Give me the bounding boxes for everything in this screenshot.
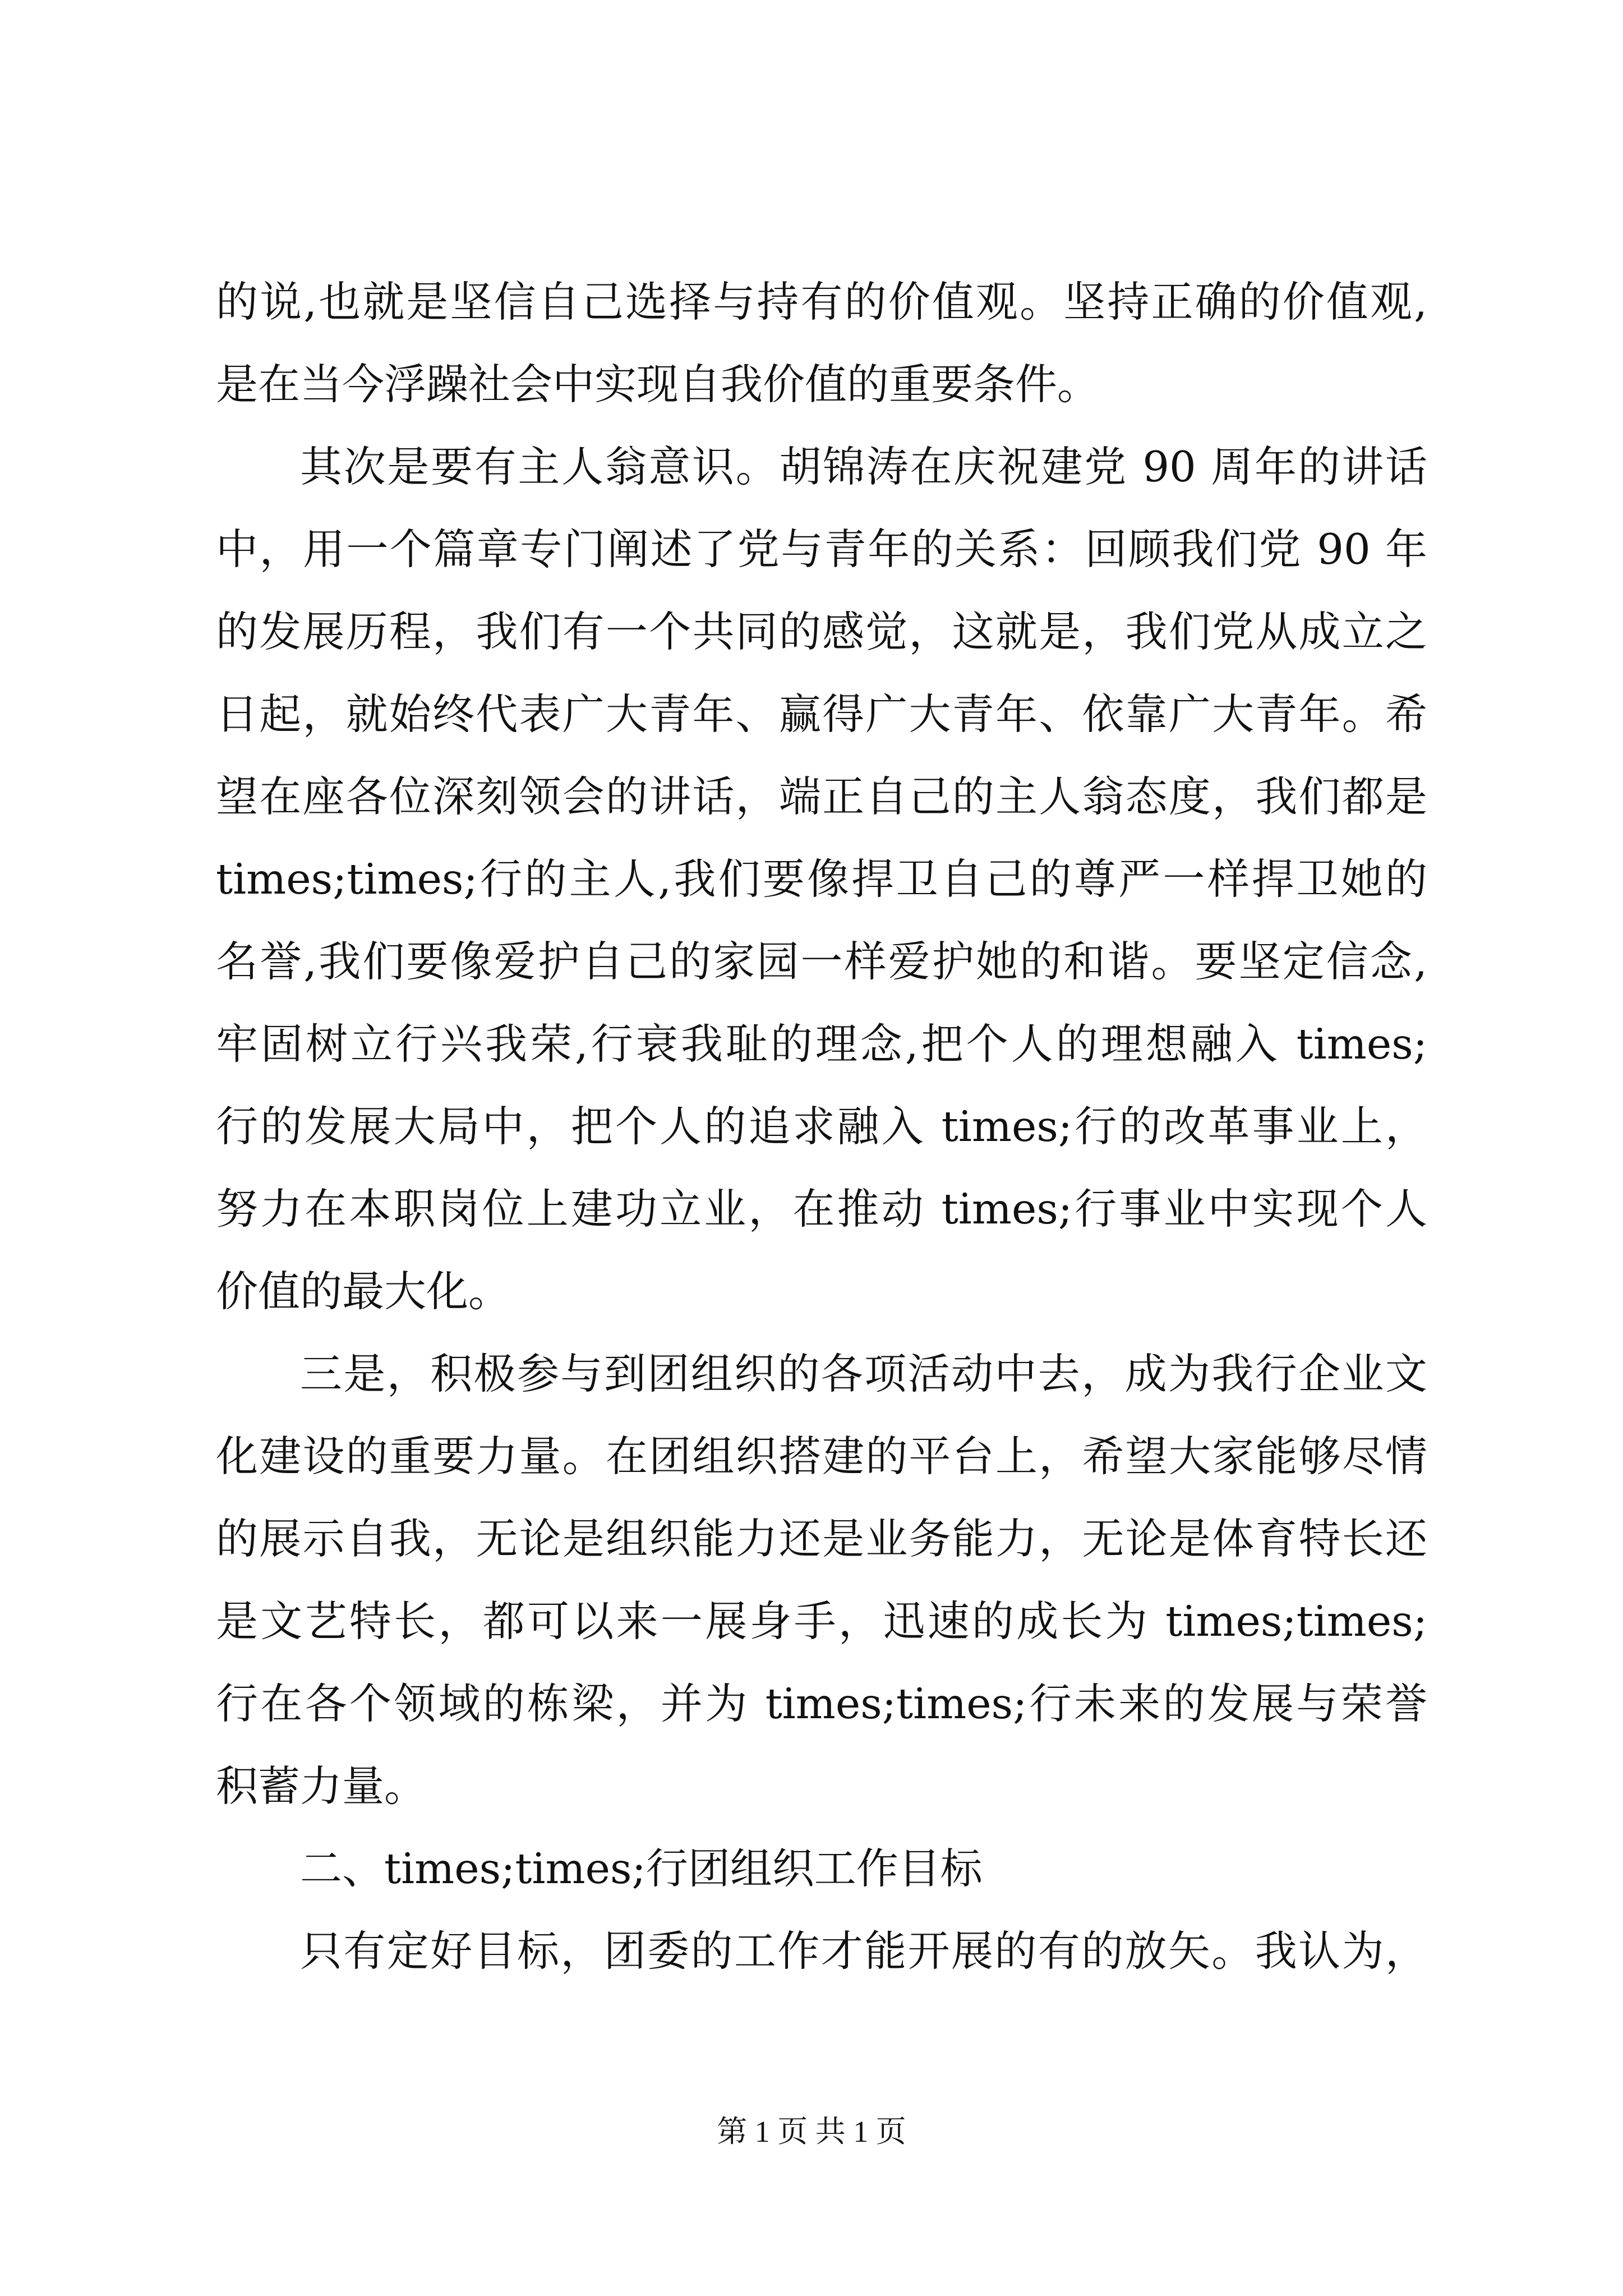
text-line-6: 日起，就始终代表广大青年、赢得广大青年、依靠广大青年。希: [216, 689, 1427, 739]
text-line-12: 努力在本职岗位上建功立业，在推动 times;行事业中实现个人: [216, 1184, 1427, 1234]
text-line-15: 化建设的重要力量。在团组织搭建的平台上，希望大家能够尽情: [216, 1432, 1427, 1481]
text-line-13: 价值的最大化。: [216, 1267, 511, 1316]
text-line-14: 三是，积极参与到团组织的各项活动中去，成为我行企业文: [300, 1349, 1427, 1398]
text-line-9: 名誉,我们要像爱护自己的家园一样爱护她的和谐。要坚定信念,: [216, 937, 1427, 986]
text-line-2: 是在当今浮躁社会中实现自我价值的重要条件。: [216, 360, 1100, 409]
text-line-5: 的发展历程，我们有一个共同的感觉，这就是，我们党从成立之: [216, 607, 1427, 656]
text-line-10: 牢固树立行兴我荣,行衰我耻的理念,把个人的理想融入 times;: [216, 1019, 1427, 1069]
text-line-7: 望在座各位深刻领会的讲话，端正自己的主人翁态度，我们都是: [216, 772, 1427, 821]
text-line-1: 的说,也就是坚信自己选择与持有的价值观。坚持正确的价值观,: [216, 277, 1427, 326]
text-line-16: 的展示自我，无论是组织能力还是业务能力，无论是体育特长还: [216, 1514, 1427, 1563]
text-line-21: 只有定好目标，团委的工作才能开展的有的放矢。我认为，: [300, 1926, 1427, 1976]
text-line-8: times;times;行的主人,我们要像捍卫自己的尊严一样捍卫她的: [216, 854, 1427, 904]
text-line-18: 行在各个领域的栋梁，并为 times;times;行未来的发展与荣誉: [216, 1679, 1427, 1728]
document-body: [216, 261, 1427, 1993]
page-footer: 第 1 页 共 1 页: [717, 2115, 906, 2148]
section-heading: 二、times;times;行团组织工作目标: [300, 1844, 983, 1893]
text-line-19: 积蓄力量。: [216, 1761, 427, 1811]
text-line-3: 其次是要有主人翁意识。胡锦涛在庆祝建党 90 周年的讲话: [300, 442, 1427, 491]
text-line-4: 中，用一个篇章专门阐述了党与青年的关系：回顾我们党 90 年: [216, 524, 1427, 574]
text-line-17: 是文艺特长，都可以来一展身手，迅速的成长为 times;times;: [216, 1596, 1427, 1646]
text-line-11: 行的发展大局中，把个人的追求融入 times;行的改革事业上，: [216, 1102, 1427, 1151]
